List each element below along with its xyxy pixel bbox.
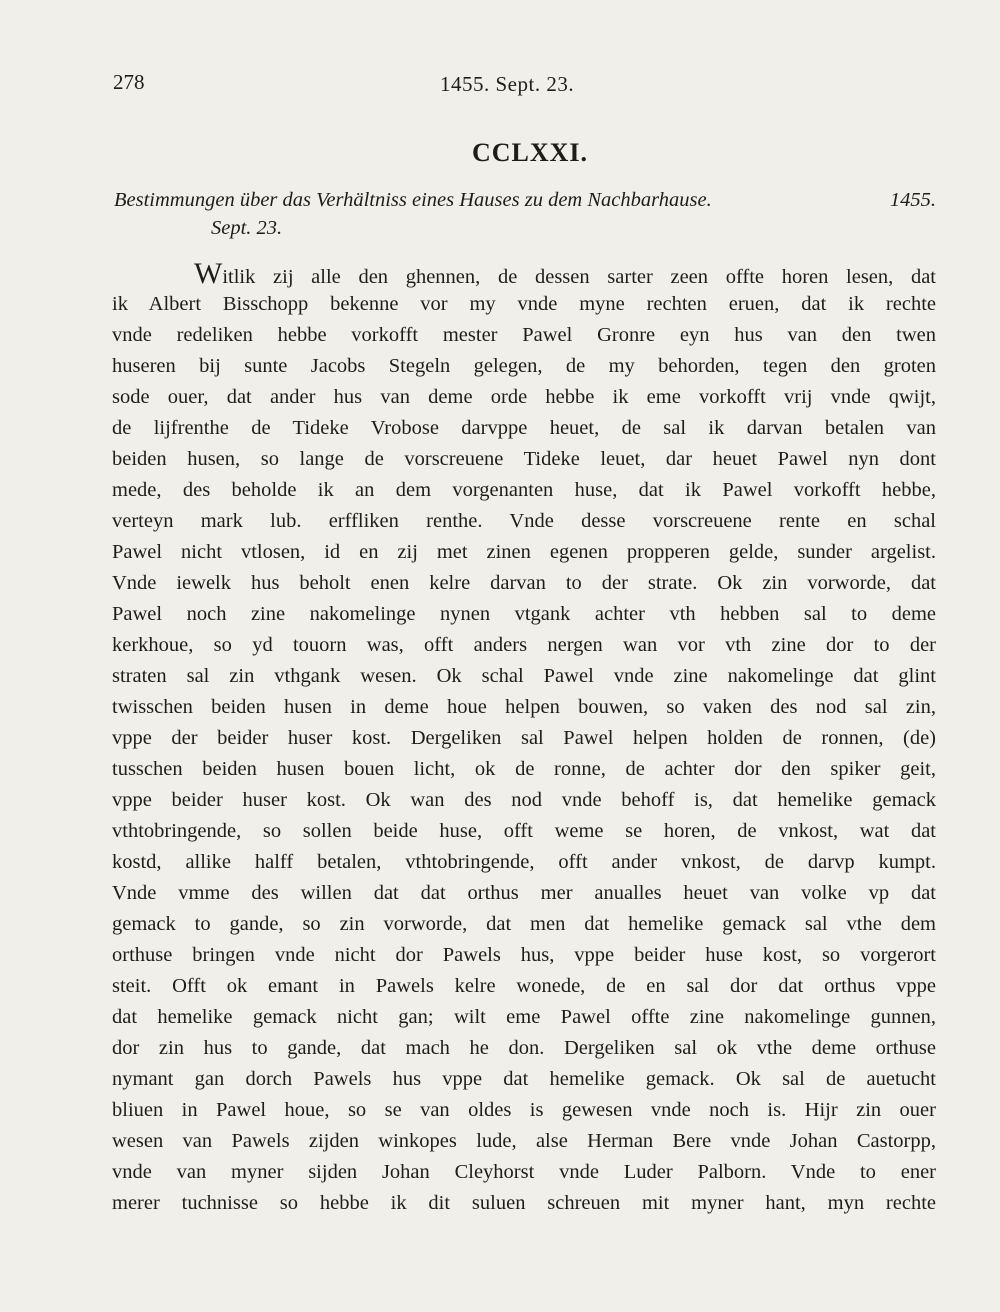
- summary-year: 1455.: [889, 189, 936, 211]
- body-line: mede, des beholde ik an dem vorgenanten huse, dat ik Pawel vorkofft hebbe,: [112, 479, 936, 501]
- body-line: twisschen beiden husen in deme houe helpen bouwen, so vaken des nod sal zin,: [112, 696, 936, 718]
- body-line: ik Albert Bisschopp bekenne vor my vnde myne rechten eruen, dat ik rechte: [112, 293, 936, 315]
- body-line: vnde van myner sijden Johan Cleyhorst vnde Luder Palborn. Vnde to ener: [112, 1161, 936, 1183]
- body-line: Vnde vmme des willen dat dat orthus mer anualles heuet van volke vp dat: [112, 882, 936, 904]
- summary-line: [114, 186, 936, 214]
- summary-date: Sept. 23.: [211, 217, 283, 239]
- body-line: orthuse bringen vnde nicht dor Pawels hus, vppe beider huse kost, so vorgerort: [112, 944, 936, 966]
- body-line: de lijfrenthe de Tideke Vrobose darvppe heuet, de sal ik darvan betalen van: [112, 417, 936, 439]
- body-line: sode ouer, dat ander hus van deme orde hebbe ik eme vorkofft vrij vnde qwijt,: [112, 386, 936, 408]
- body-line: vppe beider huser kost. Ok wan des nod vnde behoff is, dat hemelike gemack: [112, 789, 936, 811]
- body-line: huseren bij sunte Jacobs Stegeln gelegen, de my behorden, tegen den groten: [112, 355, 936, 377]
- body-line: dor zin hus to gande, dat mach he don. Dergeliken sal ok vthe deme orthuse: [112, 1037, 936, 1059]
- document-summary: [114, 186, 936, 242]
- body-line: Pawel nicht vtlosen, id en zij met zinen egenen propperen gelde, sunder argelist.: [112, 541, 936, 563]
- initial-letter: W: [194, 258, 223, 289]
- body-line: vppe der beider huser kost. Dergeliken sal Pawel helpen holden de ronnen, (de): [112, 727, 936, 749]
- body-line: beiden husen, so lange de vorscreuene Tideke leuet, dar heuet Pawel nyn dont: [112, 448, 936, 470]
- body-line: nymant gan dorch Pawels hus vppe dat hemelike gemack. Ok sal de auetucht: [112, 1068, 936, 1090]
- body-line: tusschen beiden husen bouen licht, ok de ronne, de achter dor den spiker geit,: [112, 758, 936, 780]
- body-line: vthtobringende, so sollen beide huse, offt weme se horen, de vnkost, wat dat: [112, 820, 936, 842]
- body-line: Witlik zij alle den ghennen, de dessen sarter zeen offte horen lesen, dat: [194, 258, 936, 289]
- body-line: merer tuchnisse so hebbe ik dit suluen schreuen mit myner hant, myn rechte: [112, 1192, 936, 1214]
- body-line: steit. Offt ok emant in Pawels kelre wonede, de en sal dor dat orthus vppe: [112, 975, 936, 997]
- body-line: Pawel noch zine nakomelinge nynen vtgank achter vth hebben sal to deme: [112, 603, 936, 625]
- document-body: [112, 258, 936, 1219]
- running-head-date: 1455. Sept. 23.: [440, 72, 575, 96]
- summary-text: Bestimmungen über das Verhältniss eines Hauses zu dem Nachbarhause.: [114, 189, 712, 211]
- body-line: kerkhoue, so yd touorn was, offt anders nergen wan vor vth zine dor to der: [112, 634, 936, 656]
- body-line: gemack to gande, so zin vorworde, dat men dat hemelike gemack sal vthe dem: [112, 913, 936, 935]
- body-line: straten sal zin vthgank wesen. Ok schal Pawel vnde zine nakomelinge dat glint: [112, 665, 936, 687]
- body-line: Vnde iewelk hus beholt enen kelre darvan to der strate. Ok zin vorworde, dat: [112, 572, 936, 594]
- document-number: CCLXXI.: [471, 138, 589, 167]
- body-line: verteyn mark lub. erffliken renthe. Vnde desse vorscreuene rente en schal: [112, 510, 936, 532]
- page-number: 278: [113, 70, 145, 94]
- body-line: dat hemelike gemack nicht gan; wilt eme Pawel offte zine nakomelinge gunnen,: [112, 1006, 936, 1028]
- body-line: vnde redeliken hebbe vorkofft mester Pawel Gronre eyn hus van den twen: [112, 324, 936, 346]
- body-line: wesen van Pawels zijden winkopes lude, alse Herman Bere vnde Johan Castorpp,: [112, 1130, 936, 1152]
- body-line: bliuen in Pawel houe, so se van oldes is gewesen vnde noch is. Hijr zin ouer: [112, 1099, 936, 1121]
- running-head: [113, 70, 943, 100]
- body-line: kostd, allike halff betalen, vthtobringende, offt ander vnkost, de darvp kumpt.: [112, 851, 936, 873]
